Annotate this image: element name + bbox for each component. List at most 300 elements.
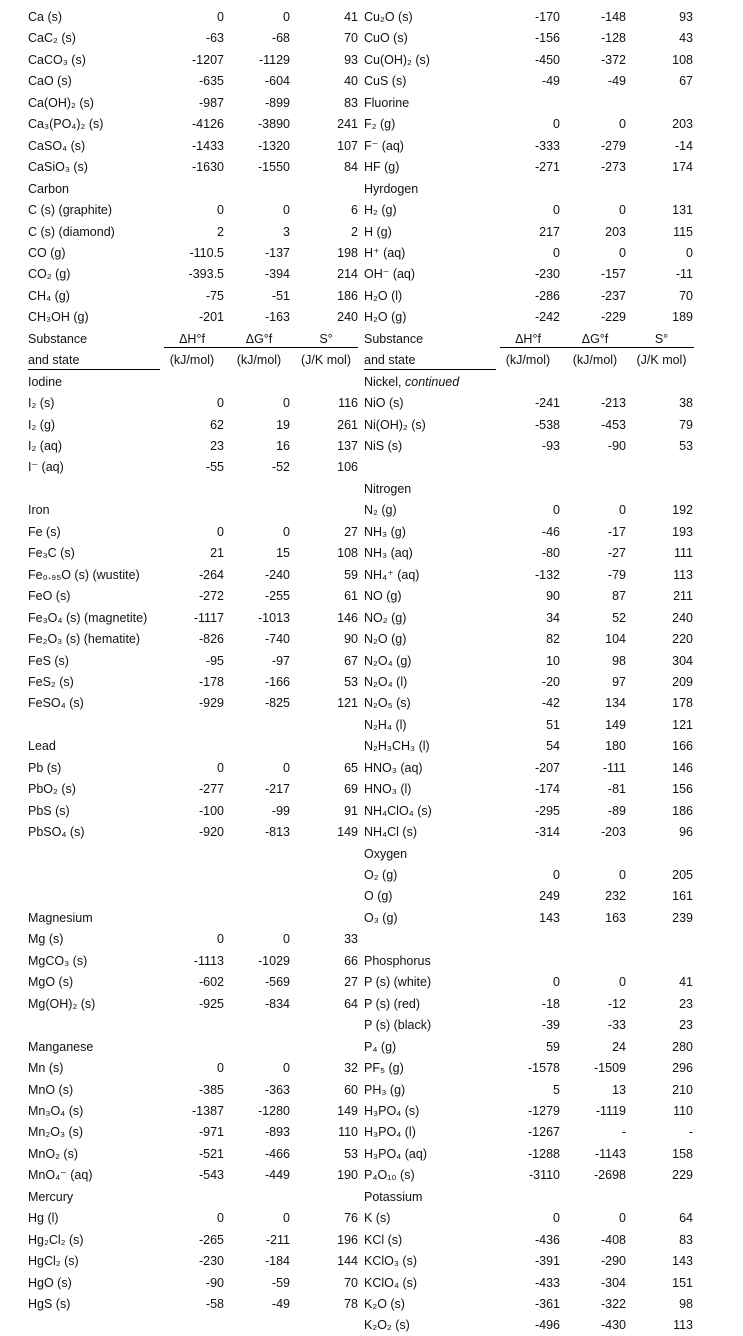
table-row <box>0 414 743 435</box>
table-row <box>0 714 743 735</box>
header-enthalpy: ΔH°f <box>179 331 205 346</box>
substance-name: Cu₂O (s) <box>364 10 413 24</box>
entropy-value: 143 <box>672 1254 693 1269</box>
table-row <box>0 885 743 906</box>
entropy-value: 67 <box>344 653 358 668</box>
table-row <box>0 285 743 306</box>
table-row <box>0 242 743 263</box>
unit-enthalpy: (kJ/mol) <box>505 353 551 368</box>
gibbs-value: 0 <box>619 868 626 882</box>
gibbs-value: -893 <box>264 1125 290 1140</box>
gibbs-value: -466 <box>264 1146 290 1161</box>
table-row <box>0 306 743 327</box>
table-row <box>0 135 743 156</box>
entropy-value: 193 <box>672 524 693 539</box>
entropy-value: 174 <box>672 160 693 175</box>
header-enthalpy: ΔH°f <box>515 331 541 346</box>
table-row <box>0 1272 743 1293</box>
entropy-value: 146 <box>672 760 693 775</box>
substance-name: Fe₃O₄ (s) (magnetite) <box>28 610 148 625</box>
table-row <box>0 49 743 70</box>
gibbs-value: 0 <box>619 245 626 260</box>
unit-entropy: (J/K mol) <box>301 353 351 368</box>
entropy-value: 115 <box>673 224 693 239</box>
entropy-value: 214 <box>337 267 358 282</box>
gibbs-value: -59 <box>271 1275 290 1290</box>
entropy-value: 66 <box>344 953 358 968</box>
entropy-value: - <box>688 1125 693 1140</box>
entropy-value: 261 <box>337 417 358 432</box>
substance-name: H₂O (l) <box>364 288 403 303</box>
substance-name: KCl (s) <box>364 1232 403 1247</box>
enthalpy-value: -272 <box>198 589 224 604</box>
substance-name: MnO₂ (s) <box>28 1146 78 1161</box>
substance-name: KClO₃ (s) <box>364 1254 418 1269</box>
substance-name: MgCO₃ (s) <box>28 953 88 968</box>
substance-name: P (s) (black) <box>364 1018 432 1033</box>
table-row <box>0 1314 743 1335</box>
enthalpy-value: -333 <box>534 138 560 153</box>
entropy-value: 296 <box>672 1061 693 1076</box>
enthalpy-value: 54 <box>546 739 560 754</box>
unit-gibbs: (kJ/mol) <box>572 353 618 368</box>
enthalpy-value: -75 <box>205 288 224 303</box>
gibbs-value: -89 <box>607 803 626 818</box>
substance-name: Phosphorus <box>364 953 431 968</box>
enthalpy-value: -110.5 <box>189 245 224 260</box>
substance-name: I₂ (s) <box>28 396 55 411</box>
substance-name: N₂O (g) <box>364 632 407 647</box>
gibbs-value: 0 <box>619 117 626 132</box>
substance-name: F₂ (g) <box>364 117 396 132</box>
gibbs-value: 0 <box>619 203 626 218</box>
gibbs-value: -148 <box>600 10 626 24</box>
enthalpy-value: -230 <box>534 267 560 282</box>
enthalpy-value: 0 <box>553 117 560 132</box>
gibbs-value: -1320 <box>258 138 290 153</box>
enthalpy-value: 0 <box>217 396 224 411</box>
gibbs-value: -211 <box>265 1232 290 1247</box>
enthalpy-value: -393.5 <box>188 267 224 282</box>
table-row <box>0 971 743 992</box>
gibbs-value: 0 <box>283 932 290 947</box>
header-and-state: and state <box>28 352 160 370</box>
substance-name: CaSiO₃ (s) <box>28 160 88 175</box>
gibbs-value: 87 <box>612 589 626 604</box>
gibbs-value: 163 <box>605 910 626 925</box>
substance-name: H₃PO₄ (l) <box>364 1125 416 1140</box>
gibbs-value: 16 <box>276 439 290 453</box>
table-row <box>0 1100 743 1121</box>
table-row <box>0 156 743 177</box>
gibbs-value: -322 <box>600 1297 626 1311</box>
substance-name: KClO₄ (s) <box>364 1275 418 1290</box>
substance-name: HF (g) <box>364 160 400 175</box>
table-row <box>0 27 743 48</box>
table-row <box>0 692 743 713</box>
enthalpy-value: 0 <box>553 1211 560 1226</box>
table-row <box>0 70 743 91</box>
gibbs-value: -290 <box>600 1254 626 1269</box>
gibbs-value: 104 <box>605 632 626 647</box>
gibbs-value: -273 <box>600 160 626 175</box>
table-row <box>0 113 743 134</box>
gibbs-value: -1509 <box>594 1061 626 1076</box>
substance-name: Fe (s) <box>28 524 61 539</box>
gibbs-value: -279 <box>600 138 626 153</box>
table-row <box>0 907 743 928</box>
gibbs-value: -813 <box>264 825 290 840</box>
enthalpy-value: -42 <box>541 696 560 711</box>
entropy-value: 240 <box>672 610 693 625</box>
enthalpy-value: -93 <box>541 439 560 453</box>
table-row <box>0 178 743 199</box>
gibbs-value: -79 <box>607 567 626 582</box>
substance-name: NH₄Cl (s) <box>364 825 418 840</box>
gibbs-value: 15 <box>276 546 290 561</box>
table-row <box>0 456 743 477</box>
table-row <box>0 800 743 821</box>
substance-name: Oxygen <box>364 846 408 861</box>
enthalpy-value: -178 <box>198 674 224 689</box>
table-row <box>0 778 743 799</box>
enthalpy-value: -929 <box>198 696 224 711</box>
table-row <box>0 263 743 284</box>
table-row <box>0 993 743 1014</box>
substance-name: Cu(OH)₂ (s) <box>364 52 430 67</box>
entropy-value: 41 <box>344 10 358 24</box>
substance-name: Ca (s) <box>28 10 63 24</box>
entropy-value: 241 <box>337 117 358 132</box>
gibbs-value: -255 <box>264 589 290 604</box>
gibbs-value: -304 <box>600 1275 626 1290</box>
entropy-value: 210 <box>672 1082 693 1097</box>
gibbs-value: -99 <box>271 803 290 818</box>
substance-name: Mn₃O₄ (s) <box>28 1103 84 1118</box>
enthalpy-value: -361 <box>534 1297 560 1311</box>
entropy-value: 53 <box>679 439 693 453</box>
header-rule <box>164 347 358 348</box>
substance-name: CO₂ (g) <box>28 267 71 282</box>
substance-name: Potassium <box>364 1189 423 1204</box>
substance-name: CuS (s) <box>364 74 407 89</box>
substance-name: H₂ (g) <box>364 203 397 218</box>
substance-name: HgO (s) <box>28 1275 72 1290</box>
gibbs-value: -740 <box>264 632 290 647</box>
gibbs-value: -97 <box>271 653 290 668</box>
entropy-value: 64 <box>679 1211 693 1226</box>
enthalpy-value: 0 <box>217 932 224 947</box>
entropy-value: 76 <box>344 1211 358 1226</box>
enthalpy-value: 34 <box>546 610 560 625</box>
enthalpy-value: 21 <box>210 546 224 561</box>
substance-name: C (s) (diamond) <box>28 224 115 239</box>
gibbs-value: 13 <box>612 1082 626 1097</box>
table-row <box>0 950 743 971</box>
substance-name: Mn₂O₃ (s) <box>28 1125 84 1140</box>
gibbs-value: -237 <box>600 288 626 303</box>
gibbs-value: -408 <box>600 1232 626 1247</box>
substance-name: P₄O₁₀ (s) <box>364 1168 415 1183</box>
substance-name: HNO₃ (l) <box>364 782 412 797</box>
enthalpy-value: -1113 <box>193 953 224 968</box>
enthalpy-value: -18 <box>541 996 560 1011</box>
entropy-value: 280 <box>672 1039 693 1054</box>
substance-name: NH₃ (aq) <box>364 546 413 561</box>
entropy-value: 121 <box>672 717 693 732</box>
substance-name: N₂O₅ (s) <box>364 696 411 711</box>
entropy-value: 166 <box>672 739 693 754</box>
enthalpy-value: -230 <box>198 1254 224 1269</box>
gibbs-value: 180 <box>605 739 626 754</box>
substance-name: Ni(OH)₂ (s) <box>364 417 426 432</box>
enthalpy-value: 0 <box>553 203 560 218</box>
substance-name: Hg (l) <box>28 1211 59 1226</box>
enthalpy-value: -314 <box>534 825 560 840</box>
entropy-value: 83 <box>679 1232 693 1247</box>
entropy-value: 96 <box>679 825 693 840</box>
substance-name: FeS₂ (s) <box>28 674 74 689</box>
substance-name: H₃PO₄ (s) <box>364 1103 420 1118</box>
entropy-value: 149 <box>337 825 358 840</box>
enthalpy-value: -1387 <box>192 1103 224 1118</box>
gibbs-value: 52 <box>612 610 626 625</box>
gibbs-value: -394 <box>264 267 290 282</box>
entropy-value: 151 <box>672 1275 693 1290</box>
substance-name: N₂O₄ (l) <box>364 674 408 689</box>
gibbs-value: 0 <box>619 503 626 518</box>
enthalpy-value: 217 <box>539 224 560 239</box>
entropy-value: 111 <box>673 546 693 561</box>
header-gibbs: ΔG°f <box>245 331 273 346</box>
enthalpy-value: -971 <box>198 1125 224 1140</box>
enthalpy-value: 143 <box>539 910 560 925</box>
gibbs-value: 24 <box>612 1039 626 1054</box>
substance-name: F⁻ (aq) <box>364 138 404 153</box>
gibbs-value: -213 <box>600 396 626 411</box>
entropy-value: 27 <box>344 524 358 539</box>
gibbs-value: -1280 <box>258 1103 290 1118</box>
gibbs-value: -3890 <box>258 117 290 132</box>
entropy-value: 2 <box>351 224 358 239</box>
gibbs-value: -1129 <box>258 52 290 67</box>
entropy-value: 211 <box>673 589 693 604</box>
table-row <box>0 371 743 392</box>
gibbs-value: -90 <box>607 439 626 453</box>
table-row <box>0 928 743 949</box>
gibbs-value: -229 <box>600 310 626 325</box>
substance-name: N₂H₄ (l) <box>364 717 407 732</box>
enthalpy-value: 0 <box>217 760 224 775</box>
substance-name: H₂O (g) <box>364 310 407 325</box>
table-row <box>0 671 743 692</box>
substance-name: CH₄ (g) <box>28 288 70 303</box>
enthalpy-value: -207 <box>534 760 560 775</box>
gibbs-value: 0 <box>283 524 290 539</box>
substance-name: C (s) (graphite) <box>28 203 113 218</box>
entropy-value: 121 <box>337 696 358 711</box>
substance-name: N₂H₃CH₃ (l) <box>364 739 430 754</box>
entropy-value: 220 <box>672 632 693 647</box>
enthalpy-value: -100 <box>198 803 224 818</box>
entropy-value: 161 <box>672 889 693 904</box>
table-row <box>0 6 743 27</box>
enthalpy-value: -39 <box>541 1018 560 1033</box>
gibbs-value: 97 <box>612 674 626 689</box>
substance-name: P (s) (red) <box>364 996 421 1011</box>
substance-name: N₂ (g) <box>364 503 397 518</box>
substance-name: O₃ (g) <box>364 910 398 925</box>
entropy-value: 93 <box>344 52 358 67</box>
table-row <box>0 757 743 778</box>
substance-name: Ca₃(PO₄)₂ (s) <box>28 117 104 132</box>
table-row <box>0 864 743 885</box>
entropy-value: 23 <box>679 996 693 1011</box>
substance-name: Lead <box>28 739 56 754</box>
table-row <box>0 478 743 499</box>
gibbs-value: 232 <box>605 889 626 904</box>
enthalpy-value: -1288 <box>528 1146 560 1161</box>
gibbs-value: -1143 <box>594 1146 626 1161</box>
substance-name: OH⁻ (aq) <box>364 267 416 282</box>
unit-gibbs: (kJ/mol) <box>236 353 282 368</box>
enthalpy-value: 62 <box>210 417 224 432</box>
gibbs-value: -1029 <box>258 953 290 968</box>
entropy-value: 70 <box>344 1275 358 1290</box>
enthalpy-value: -264 <box>198 567 224 582</box>
enthalpy-value: -242 <box>534 310 560 325</box>
substance-name: MgO (s) <box>28 975 74 990</box>
entropy-value: 64 <box>344 996 358 1011</box>
entropy-value: 131 <box>672 203 693 218</box>
entropy-value: 70 <box>679 288 693 303</box>
table-row <box>0 735 743 756</box>
substance-name: I⁻ (aq) <box>28 460 64 475</box>
enthalpy-value: 5 <box>553 1082 560 1097</box>
header-and-state: and state <box>364 352 496 370</box>
enthalpy-value: -450 <box>534 52 560 67</box>
table-row <box>0 1293 743 1314</box>
gibbs-value: - <box>621 1125 626 1140</box>
entropy-value: 146 <box>337 610 358 625</box>
substance-name: Magnesium <box>28 910 93 925</box>
gibbs-value: -240 <box>264 567 290 582</box>
table-row <box>0 92 743 113</box>
enthalpy-value: -156 <box>534 31 560 46</box>
enthalpy-value: 0 <box>553 868 560 882</box>
substance-name: HgCl₂ (s) <box>28 1254 79 1269</box>
enthalpy-value: -385 <box>198 1082 224 1097</box>
entropy-value: 205 <box>672 868 693 882</box>
table-row <box>0 607 743 628</box>
entropy-value: 23 <box>679 1018 693 1033</box>
table-row <box>0 1143 743 1164</box>
entropy-value: 108 <box>337 546 358 561</box>
substance-name: Nickel, continued <box>364 374 460 389</box>
table-row <box>0 1121 743 1142</box>
gibbs-value: -899 <box>264 95 290 110</box>
enthalpy-value: -521 <box>198 1146 224 1161</box>
entropy-value: 108 <box>672 52 693 67</box>
entropy-value: 6 <box>351 203 358 218</box>
gibbs-value: -81 <box>607 782 626 797</box>
enthalpy-value: -433 <box>534 1275 560 1290</box>
entropy-value: 106 <box>337 460 358 475</box>
substance-name: O (g) <box>364 889 393 904</box>
table-row <box>0 199 743 220</box>
table-row <box>0 1014 743 1035</box>
gibbs-value: -2698 <box>594 1168 626 1183</box>
entropy-value: 40 <box>344 74 358 89</box>
substance-name: Mg(OH)₂ (s) <box>28 996 96 1011</box>
substance-name: Fe₃C (s) <box>28 546 75 561</box>
entropy-value: 84 <box>344 160 358 175</box>
entropy-value: 83 <box>344 95 358 110</box>
substance-name: Mercury <box>28 1189 74 1204</box>
table-row <box>0 1079 743 1100</box>
entropy-value: 178 <box>672 696 693 711</box>
entropy-value: 65 <box>344 760 358 775</box>
enthalpy-value: -602 <box>198 975 224 990</box>
substance-name: CaCO₃ (s) <box>28 52 86 67</box>
substance-name: FeS (s) <box>28 653 69 668</box>
gibbs-value: -17 <box>607 524 626 539</box>
substance-name: Iron <box>28 503 50 518</box>
entropy-value: 137 <box>337 439 358 453</box>
substance-name: Carbon <box>28 181 69 196</box>
substance-name: O₂ (g) <box>364 868 398 882</box>
substance-name: Hyrdogen <box>364 181 419 196</box>
enthalpy-value: 0 <box>217 203 224 218</box>
entropy-value: 189 <box>672 310 693 325</box>
substance-name: PbS (s) <box>28 803 70 818</box>
table-row <box>0 1250 743 1271</box>
entropy-value: 158 <box>672 1146 693 1161</box>
substance-name: NO₂ (g) <box>364 610 407 625</box>
gibbs-value: -430 <box>600 1318 626 1333</box>
enthalpy-value: -132 <box>534 567 560 582</box>
enthalpy-value: -436 <box>534 1232 560 1247</box>
enthalpy-value: 249 <box>539 889 560 904</box>
continued-note: continued <box>401 374 460 389</box>
unit-enthalpy: (kJ/mol) <box>169 353 215 368</box>
gibbs-value: -1550 <box>258 160 290 175</box>
entropy-value: 209 <box>672 674 693 689</box>
gibbs-value: 19 <box>276 417 290 432</box>
substance-name: Fluorine <box>364 95 410 110</box>
entropy-value: 186 <box>337 288 358 303</box>
entropy-value: 78 <box>344 1297 358 1311</box>
entropy-value: 43 <box>679 31 693 46</box>
enthalpy-value: 0 <box>217 1061 224 1076</box>
substance-name: NiO (s) <box>364 396 404 411</box>
substance-name: PH₃ (g) <box>364 1082 406 1097</box>
enthalpy-value: -1117 <box>193 610 224 625</box>
enthalpy-value: -277 <box>198 782 224 797</box>
enthalpy-value: -987 <box>198 95 224 110</box>
gibbs-value: 0 <box>283 1211 290 1226</box>
substance-name: NH₃ (g) <box>364 524 406 539</box>
enthalpy-value: -826 <box>198 632 224 647</box>
substance-name: NiS (s) <box>364 439 403 453</box>
gibbs-value: 0 <box>283 10 290 24</box>
enthalpy-value: -391 <box>534 1254 560 1269</box>
unit-entropy: (J/K mol) <box>636 353 687 368</box>
entropy-value: 186 <box>672 803 693 818</box>
substance-name: K (s) <box>364 1211 391 1226</box>
substance-name: CuO (s) <box>364 31 408 46</box>
enthalpy-value: 82 <box>546 632 560 647</box>
